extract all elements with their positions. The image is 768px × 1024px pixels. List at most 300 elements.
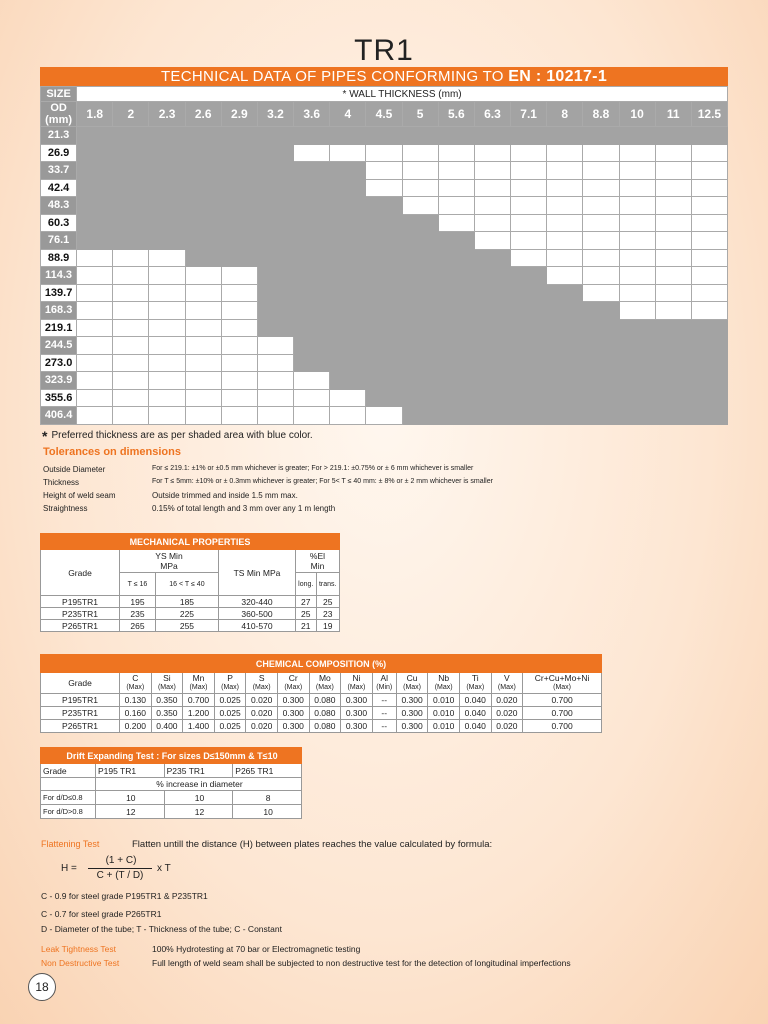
blank-cell	[185, 372, 221, 390]
chem-header	[523, 673, 602, 694]
drift-title: Drift Expanding Test : For sizes D≤150mm & T≤10	[41, 748, 302, 764]
shaded-cell	[691, 372, 727, 390]
chem-element: Al	[380, 673, 389, 683]
size-row	[41, 249, 728, 267]
wall-thickness-grid	[40, 86, 728, 425]
mech-t1: T ≤ 16	[120, 573, 156, 596]
shaded-cell	[294, 179, 330, 197]
chem-limit: (Max)	[434, 684, 453, 691]
shaded-cell	[511, 337, 547, 355]
chem-element: Cr+Cu+Mo+Ni	[534, 673, 590, 683]
shaded-cell	[149, 144, 185, 162]
blank-cell	[547, 214, 583, 232]
shaded-cell	[113, 197, 149, 215]
size-row	[41, 179, 728, 197]
chem-limit: (Max)	[284, 684, 303, 691]
shaded-cell	[185, 197, 221, 215]
shaded-cell	[366, 127, 402, 145]
shaded-cell	[366, 267, 402, 285]
ndt-value: Full length of weld seam shall be subjected to non destructive test for the detection of longitudinal imperfections	[152, 958, 571, 968]
mech-cell: 185	[155, 596, 218, 608]
blank-cell	[402, 162, 438, 180]
flattening-label: Flattening Test	[41, 839, 100, 849]
blank-cell	[511, 214, 547, 232]
shaded-cell	[366, 354, 402, 372]
blank-cell	[619, 249, 655, 267]
blank-cell	[366, 179, 402, 197]
blank-cell	[221, 267, 257, 285]
mech-title: MECHANICAL PROPERTIES	[41, 534, 340, 550]
size-row	[41, 284, 728, 302]
thickness-col-header: 5.6	[438, 102, 474, 127]
mech-cell: 21	[295, 620, 316, 632]
chem-limit: (Max)	[347, 684, 366, 691]
shaded-cell	[257, 232, 293, 250]
shaded-cell	[474, 302, 510, 320]
chem-cell: 0.020	[246, 720, 278, 733]
chem-header	[214, 673, 246, 694]
chem-cell: 0.300	[341, 720, 373, 733]
tolerance-label: Straightness	[43, 504, 88, 513]
shaded-cell	[402, 284, 438, 302]
mech-t2: 16 < T ≤ 40	[155, 573, 218, 596]
blank-cell	[583, 232, 619, 250]
shaded-cell	[330, 372, 366, 390]
shaded-cell	[221, 197, 257, 215]
shaded-cell	[619, 337, 655, 355]
shaded-cell	[402, 302, 438, 320]
shaded-cell	[583, 127, 619, 145]
blank-cell	[185, 319, 221, 337]
od-size-cell: 406.4	[41, 407, 77, 425]
chem-header	[246, 673, 278, 694]
shaded-cell	[511, 389, 547, 407]
thickness-col-header: 2.9	[221, 102, 257, 127]
shaded-cell	[257, 319, 293, 337]
mech-cell: 23	[316, 608, 340, 620]
blank-cell	[691, 144, 727, 162]
blank-cell	[691, 197, 727, 215]
shaded-cell	[221, 127, 257, 145]
size-row	[41, 197, 728, 215]
shaded-cell	[366, 302, 402, 320]
blank-cell	[330, 407, 366, 425]
mech-el-header: %El Min	[295, 550, 339, 573]
shaded-cell	[655, 407, 691, 425]
leak-test-label: Leak Tightness Test	[41, 944, 116, 954]
chem-cell: 0.010	[428, 707, 460, 720]
mech-cell: 265	[120, 620, 156, 632]
chem-cell: 0.080	[309, 694, 341, 707]
drift-grade: P195 TR1	[96, 764, 165, 778]
mech-cell: 25	[295, 608, 316, 620]
shaded-cell	[402, 337, 438, 355]
shaded-cell	[655, 354, 691, 372]
chem-header	[183, 673, 215, 694]
shaded-cell	[438, 302, 474, 320]
blank-cell	[149, 337, 185, 355]
chem-header	[151, 673, 183, 694]
tolerance-value: For T ≤ 5mm: ±10% or ± 0.3mm whichever is greater; For 5< T ≤ 40 mm: ± 8% or ± 2 mm whichever is smaller	[152, 478, 493, 485]
blank-cell	[474, 144, 510, 162]
chem-limit: (Max)	[252, 684, 271, 691]
blank-cell	[511, 144, 547, 162]
chem-title: CHEMICAL COMPOSITION (%)	[41, 655, 602, 673]
thickness-col-header: 1.8	[77, 102, 113, 127]
blank-cell	[257, 337, 293, 355]
blank-cell	[149, 372, 185, 390]
od-size-cell: 355.6	[41, 389, 77, 407]
shaded-cell	[294, 197, 330, 215]
blank-cell	[438, 162, 474, 180]
mech-ts-header: TS Min MPa	[218, 550, 295, 596]
chem-cell: 0.025	[214, 720, 246, 733]
shaded-cell	[294, 267, 330, 285]
mech-row	[41, 608, 340, 620]
shaded-cell	[257, 162, 293, 180]
shaded-cell	[149, 232, 185, 250]
blank-cell	[547, 144, 583, 162]
blank-cell	[149, 407, 185, 425]
shaded-cell	[402, 354, 438, 372]
shaded-cell	[366, 372, 402, 390]
mech-cell: 225	[155, 608, 218, 620]
chemical-composition-table	[40, 654, 602, 733]
chem-header	[459, 673, 491, 694]
od-size-cell: 33.7	[41, 162, 77, 180]
blank-cell	[77, 407, 113, 425]
blank-cell	[655, 232, 691, 250]
blank-cell	[655, 249, 691, 267]
chem-limit: (Max)	[157, 684, 176, 691]
shaded-cell	[547, 302, 583, 320]
mech-row	[41, 596, 340, 608]
blank-cell	[547, 249, 583, 267]
shaded-cell	[221, 214, 257, 232]
blank-cell	[691, 302, 727, 320]
chem-cell: 0.350	[151, 707, 183, 720]
thickness-col-header: 3.2	[257, 102, 293, 127]
blank-cell	[474, 214, 510, 232]
blank-cell	[691, 162, 727, 180]
page-title: TR1	[354, 34, 414, 67]
thickness-col-header: 3.6	[294, 102, 330, 127]
blank-cell	[113, 249, 149, 267]
shaded-cell	[402, 127, 438, 145]
blank-cell	[655, 284, 691, 302]
wall-thickness-header: * WALL THICKNESS (mm)	[77, 87, 728, 102]
mechanical-properties-table	[40, 533, 340, 632]
shaded-cell	[474, 372, 510, 390]
shaded-cell	[113, 232, 149, 250]
size-header: SIZE	[41, 87, 77, 102]
thickness-col-header: 8	[547, 102, 583, 127]
blank-cell	[221, 337, 257, 355]
shaded-cell	[655, 337, 691, 355]
blank-cell	[149, 267, 185, 285]
mech-cell: 320-440	[218, 596, 295, 608]
constant-line-2: C - 0.7 for steel grade P265TR1	[41, 909, 162, 919]
chem-row	[41, 694, 602, 707]
blank-cell	[619, 197, 655, 215]
od-size-cell: 76.1	[41, 232, 77, 250]
shaded-cell	[294, 249, 330, 267]
shaded-cell	[149, 179, 185, 197]
chem-cell: 0.400	[151, 720, 183, 733]
chem-header	[41, 673, 120, 694]
od-size-cell: 60.3	[41, 214, 77, 232]
chem-cell: 0.080	[309, 720, 341, 733]
blank-cell	[438, 214, 474, 232]
shaded-cell	[185, 249, 221, 267]
shaded-cell	[294, 337, 330, 355]
shaded-cell	[113, 127, 149, 145]
blank-cell	[655, 302, 691, 320]
chem-cell: 0.080	[309, 707, 341, 720]
chem-cell: 1.400	[183, 720, 215, 733]
blank-cell	[691, 267, 727, 285]
mech-cell: 360-500	[218, 608, 295, 620]
mech-cell: 25	[316, 596, 340, 608]
shaded-cell	[294, 127, 330, 145]
shaded-cell	[294, 232, 330, 250]
blank-cell	[691, 249, 727, 267]
chem-header	[428, 673, 460, 694]
shaded-cell	[330, 127, 366, 145]
drift-grade: P265 TR1	[233, 764, 302, 778]
shaded-cell	[438, 354, 474, 372]
blank-cell	[77, 284, 113, 302]
shaded-cell	[330, 249, 366, 267]
mech-cell: P195TR1	[41, 596, 120, 608]
chem-element: Nb	[438, 673, 450, 683]
shaded-cell	[511, 407, 547, 425]
shaded-cell	[77, 179, 113, 197]
blank-cell	[257, 407, 293, 425]
thickness-col-header: 2	[113, 102, 149, 127]
blank-cell	[257, 372, 293, 390]
shaded-cell	[185, 162, 221, 180]
blank-cell	[149, 389, 185, 407]
od-size-cell: 244.5	[41, 337, 77, 355]
thickness-col-header: 7.1	[511, 102, 547, 127]
chem-cell: 0.300	[277, 694, 309, 707]
mech-cell: 195	[120, 596, 156, 608]
shaded-cell	[402, 249, 438, 267]
chem-cell: 0.300	[277, 707, 309, 720]
mech-cell: 235	[120, 608, 156, 620]
blank-cell	[655, 197, 691, 215]
chem-element: P	[227, 673, 233, 683]
shaded-cell	[583, 372, 619, 390]
shaded-cell	[402, 389, 438, 407]
chem-limit: (Max)	[497, 684, 516, 691]
chem-element: Grade	[68, 677, 92, 688]
mech-grade-header: Grade	[41, 550, 120, 596]
chem-element: C	[132, 673, 139, 683]
chem-cell: 0.130	[120, 694, 152, 707]
tolerance-value: For ≤ 219.1: ±1% or ±0.5 mm whichever is greater; For > 219.1: ±0.75% or ± 6 mm whichever is smaller	[152, 465, 474, 472]
blank-cell	[583, 249, 619, 267]
shaded-cell	[221, 162, 257, 180]
blank-cell	[619, 302, 655, 320]
shaded-cell	[366, 337, 402, 355]
mech-cell: 255	[155, 620, 218, 632]
blank-cell	[402, 179, 438, 197]
shaded-cell	[294, 302, 330, 320]
chem-cell: 0.700	[523, 694, 602, 707]
blank-cell	[691, 232, 727, 250]
mech-cell: P235TR1	[41, 608, 120, 620]
blank-cell	[185, 302, 221, 320]
blank-cell	[113, 337, 149, 355]
blank-cell	[149, 249, 185, 267]
blank-cell	[655, 267, 691, 285]
shaded-cell	[655, 389, 691, 407]
shaded-cell	[547, 354, 583, 372]
shaded-cell	[294, 214, 330, 232]
shaded-cell	[474, 337, 510, 355]
shaded-cell	[330, 232, 366, 250]
shaded-cell	[691, 319, 727, 337]
blank-cell	[185, 407, 221, 425]
drift-row-label: For d/D>0.8	[41, 805, 96, 819]
shaded-cell	[330, 337, 366, 355]
drift-value: 8	[233, 791, 302, 805]
size-row	[41, 337, 728, 355]
blank-cell	[294, 372, 330, 390]
blank-cell	[511, 232, 547, 250]
blank-cell	[330, 144, 366, 162]
shaded-cell	[402, 372, 438, 390]
tolerance-value: 0.15% of total length and 3 mm over any 1 m length	[152, 504, 336, 513]
shaded-cell	[691, 337, 727, 355]
blank-cell	[77, 302, 113, 320]
size-row	[41, 232, 728, 250]
blank-cell	[294, 389, 330, 407]
size-row	[41, 319, 728, 337]
blank-cell	[438, 144, 474, 162]
blank-cell	[221, 354, 257, 372]
blank-cell	[511, 197, 547, 215]
chem-header	[277, 673, 309, 694]
chem-cell: 0.700	[183, 694, 215, 707]
blank-cell	[547, 197, 583, 215]
blank-cell	[583, 214, 619, 232]
shaded-cell	[511, 127, 547, 145]
constant-line-1: C - 0.9 for steel grade P195TR1 & P235TR1	[41, 891, 208, 901]
chem-cell: 0.025	[214, 694, 246, 707]
shaded-cell	[619, 127, 655, 145]
chem-row	[41, 707, 602, 720]
shaded-cell	[511, 302, 547, 320]
note-text: thickness are as per shaded area with blue color.	[95, 430, 313, 441]
chem-element: Si	[163, 673, 171, 683]
blank-cell	[294, 144, 330, 162]
shaded-cell	[77, 144, 113, 162]
drift-grade: P235 TR1	[164, 764, 233, 778]
shaded-cell	[655, 319, 691, 337]
shaded-cell	[619, 407, 655, 425]
blank-cell	[113, 267, 149, 285]
flattening-text: Flatten untill the distance (H) between plates reaches the value calculated by formula:	[132, 839, 493, 850]
blank-cell	[294, 407, 330, 425]
chem-element: Mo	[318, 673, 331, 683]
shaded-cell	[221, 179, 257, 197]
shaded-cell	[330, 267, 366, 285]
drift-value: 12	[96, 805, 165, 819]
chem-cell: 0.010	[428, 694, 460, 707]
shaded-cell	[77, 232, 113, 250]
chem-limit: (Max)	[466, 684, 485, 691]
blank-cell	[583, 162, 619, 180]
shaded-cell	[402, 214, 438, 232]
chem-element: V	[504, 673, 510, 683]
chem-cell: 0.020	[246, 694, 278, 707]
od-size-cell: 323.9	[41, 372, 77, 390]
blank-cell	[474, 197, 510, 215]
blank-cell	[583, 267, 619, 285]
mech-row	[41, 620, 340, 632]
thickness-col-header: 5	[402, 102, 438, 127]
chem-limit: (Max)	[315, 684, 334, 691]
drift-value: 10	[233, 805, 302, 819]
chem-cell: 0.020	[246, 707, 278, 720]
blank-cell	[474, 232, 510, 250]
chem-cell: 1.200	[183, 707, 215, 720]
shaded-cell	[77, 162, 113, 180]
drift-value: 10	[96, 791, 165, 805]
shaded-cell	[257, 179, 293, 197]
chem-limit: (Min)	[376, 684, 393, 691]
shaded-cell	[113, 179, 149, 197]
blank-cell	[366, 407, 402, 425]
blank-cell	[619, 232, 655, 250]
shaded-cell	[366, 214, 402, 232]
chem-limit: (Max)	[403, 684, 422, 691]
chem-limit: (Max)	[553, 684, 572, 691]
od-size-cell: 114.3	[41, 267, 77, 285]
chem-cell: 0.300	[341, 694, 373, 707]
chem-cell: 0.300	[396, 707, 428, 720]
chem-cell: 0.300	[277, 720, 309, 733]
blank-cell	[77, 354, 113, 372]
size-row	[41, 127, 728, 145]
drift-value: 12	[164, 805, 233, 819]
shaded-cell	[438, 267, 474, 285]
chem-cell: P195TR1	[41, 694, 120, 707]
blank-cell	[511, 162, 547, 180]
shaded-cell	[438, 337, 474, 355]
blank-cell	[221, 372, 257, 390]
shaded-cell	[366, 389, 402, 407]
chem-element: Ni	[352, 673, 361, 683]
shaded-cell	[257, 284, 293, 302]
shaded-cell	[366, 197, 402, 215]
blank-cell	[149, 319, 185, 337]
shaded-cell	[619, 354, 655, 372]
chem-cell: 0.025	[214, 707, 246, 720]
blank-cell	[655, 162, 691, 180]
blank-cell	[221, 407, 257, 425]
shaded-cell	[438, 249, 474, 267]
shaded-cell	[474, 284, 510, 302]
thickness-col-header: 12.5	[691, 102, 727, 127]
shaded-cell	[438, 319, 474, 337]
od-size-cell: 42.4	[41, 179, 77, 197]
shaded-cell	[547, 407, 583, 425]
shaded-cell	[691, 127, 727, 145]
